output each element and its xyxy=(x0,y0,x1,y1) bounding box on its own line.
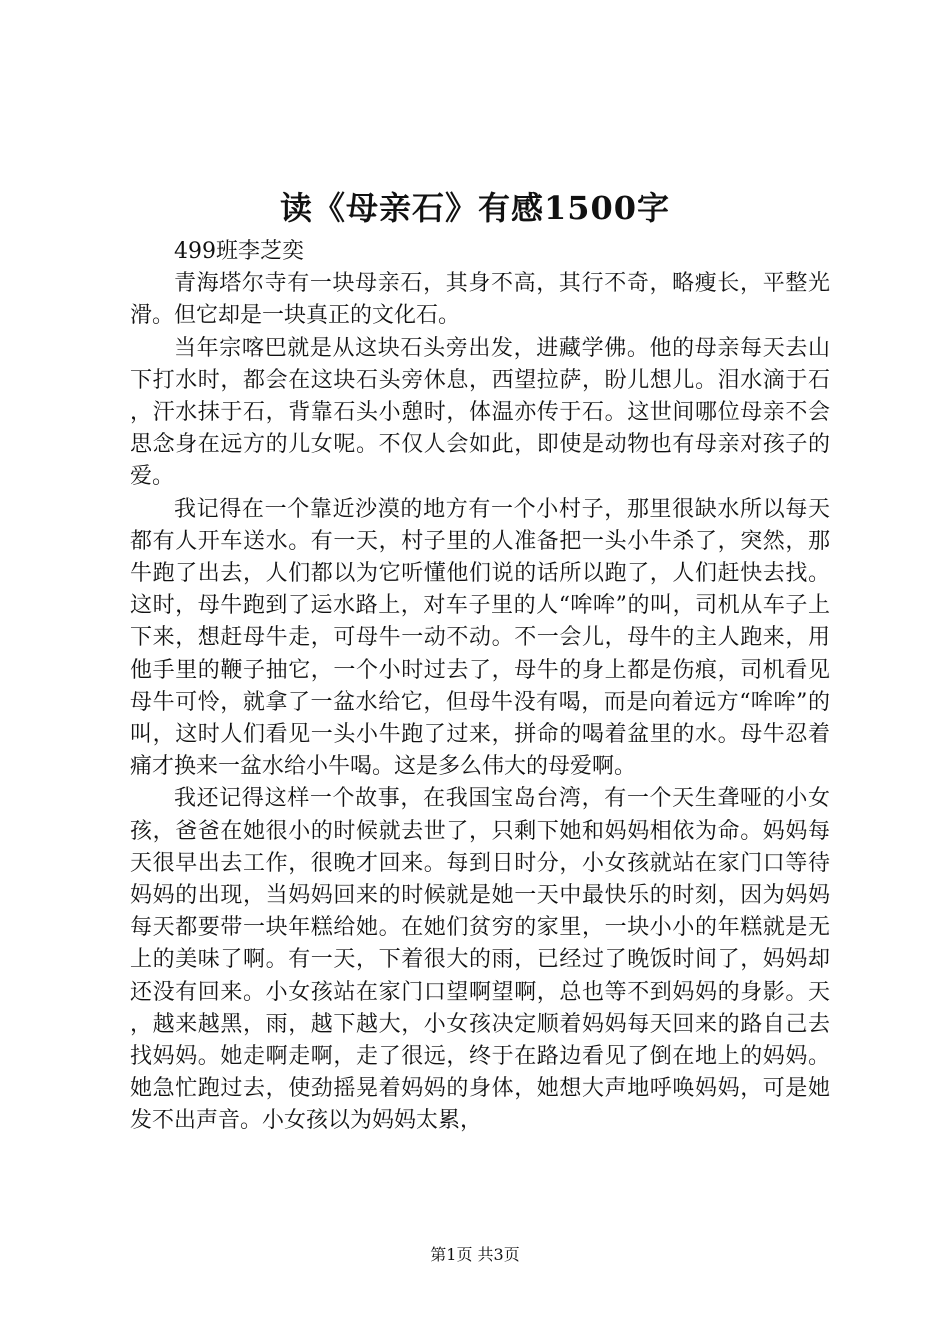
author-line: 499班李芝奕 xyxy=(174,239,304,264)
document-body xyxy=(130,236,830,1138)
paragraph-3: 我记得在一个靠近沙漠的地方有一个小村子，那里很缺水所以每天都有人开车送水。有一天，村子里的人准备把一头小牛杀了，突然，那牛跑了出去，人们都以为它听懂他们说的话所以跑了，人们赶快去找。这时，母牛跑到了运水路上，对车子里的人“哞哞”的叫，司机从车子上下来，想赶母牛走，可母牛一动不动。不一会儿，母牛的主人跑来，用他手里的鞭子抽它，一个小时过去了，母牛的身上都是伤痕，司机看见母牛可怜，就拿了一盆水给它，但母牛没有喝，而是向着远方“哞哞”的叫，这时人们看见一头小牛跑了过来，拼命的喝着盆里的水。母牛忍着痛才换来一盆水给小牛喝。这是多么伟大的母爱啊。 xyxy=(130,496,830,780)
paragraph-1: 青海塔尔寺有一块母亲石，其身不高，其行不奇，略瘦长，平整光滑。但它却是一块真正的文化石。 xyxy=(130,271,830,329)
paragraph-4: 我还记得这样一个故事，在我国宝岛台湾，有一个天生聋哑的小女孩，爸爸在她很小的时候就去世了，只剩下她和妈妈相依为命。妈妈每天很早出去工作，很晚才回来。每到日时分，小女孩就站在家门口等待妈妈的出现，当妈妈回来的时候就是她一天中最快乐的时刻，因为妈妈每天都要带一块年糕给她。在她们贫穷的家里，一块小小的年糕就是无上的美味了啊。有一天，下着很大的雨，已经过了晚饭时间了，妈妈却还没有回来。小女孩站在家门口望啊望啊，总也等不到妈妈的身影。天，越来越黑，雨，越下越大，小女孩决定顺着妈妈每天回来的路自己去找妈妈。她走啊走啊，走了很远，终于在路边看见了倒在地上的妈妈。她急忙跑过去，使劲摇晃着妈妈的身体，她想大声地呼唤妈妈，可是她发不出声音。小女孩以为妈妈太累， xyxy=(130,786,830,1134)
page-footer: 第1页 共3页 xyxy=(430,1245,520,1264)
document-title: 读《母亲石》有感1500字 xyxy=(279,189,671,227)
paragraph-2: 当年宗喀巴就是从这块石头旁出发，进藏学佛。他的母亲每天去山下打水时，都会在这块石头旁休息，西望拉萨，盼儿想儿。泪水滴于石，汗水抹于石，背靠石头小憩时，体温亦传于石。这世间哪位母亲不会思念身在远方的儿女呢。不仅人会如此，即使是动物也有母亲对孩子的爱。 xyxy=(130,335,830,490)
